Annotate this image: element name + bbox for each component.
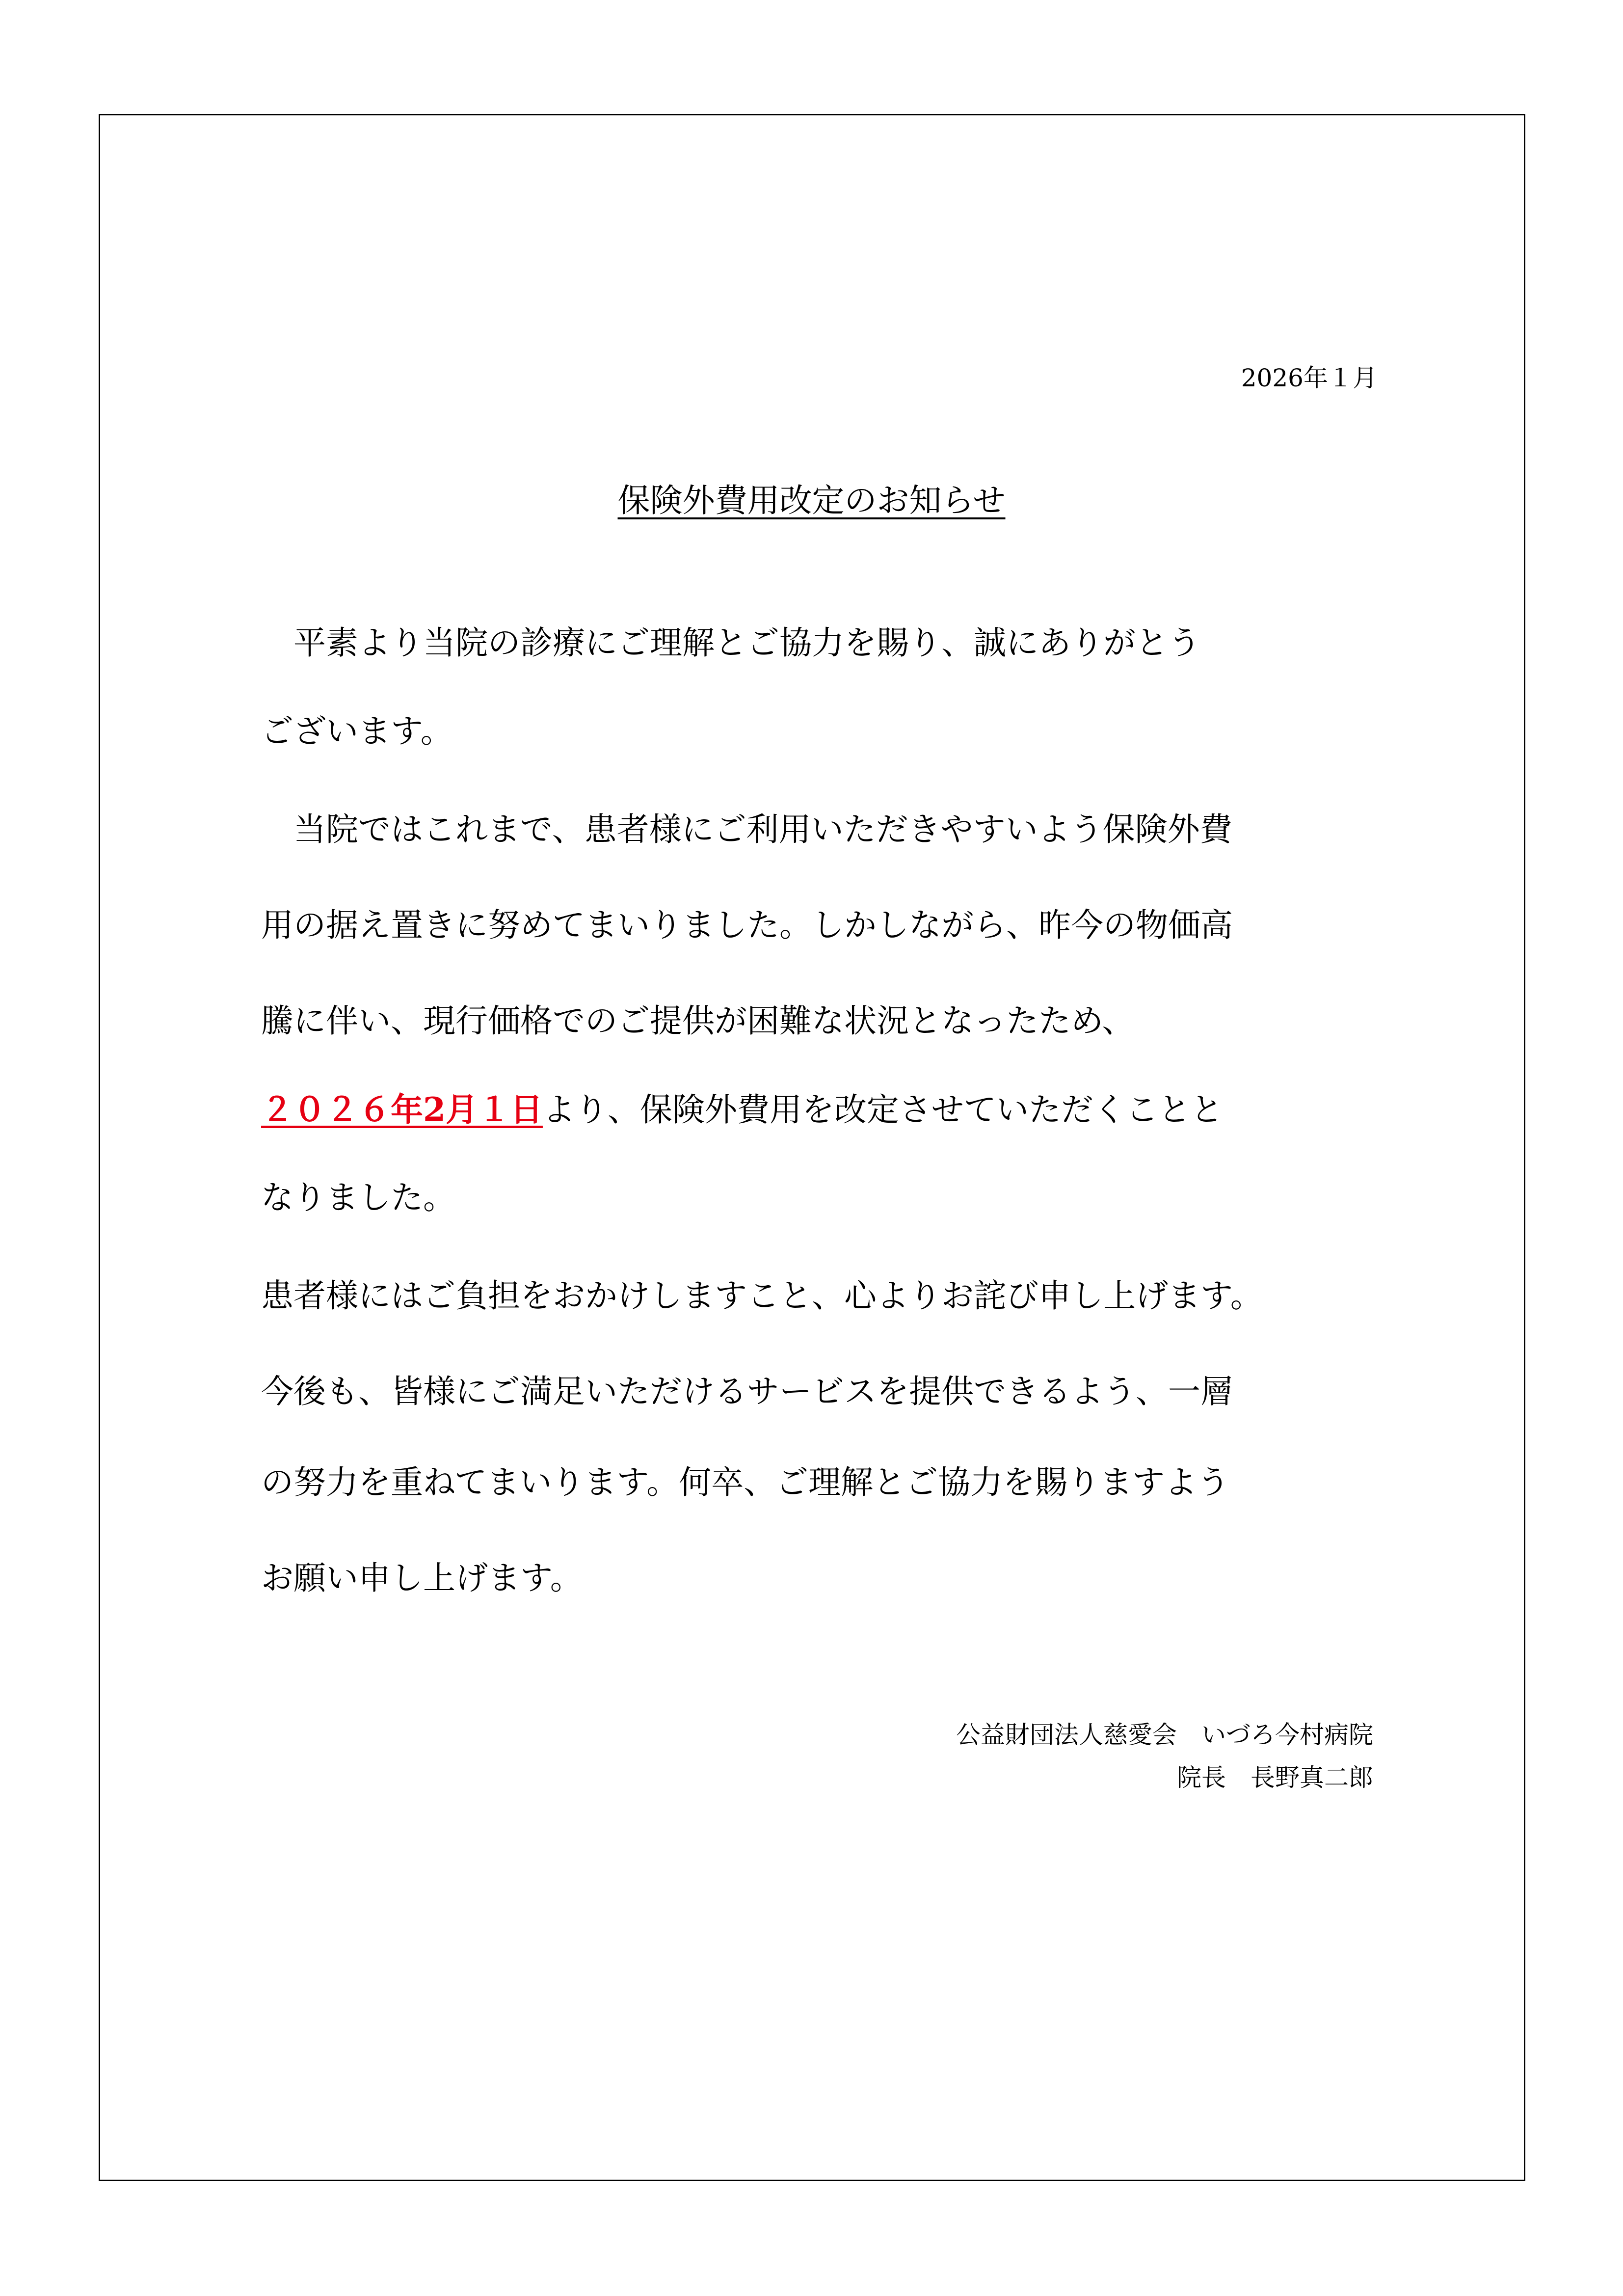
- signature-organization: 公益財団法人慈愛会 いづろ今村病院: [956, 1721, 1373, 1749]
- body-line-11: お願い申し上げます。: [261, 1559, 583, 1597]
- body-line-6: [261, 1087, 1223, 1132]
- effective-date-highlight: ２０２６年2月１日: [261, 1090, 543, 1129]
- body-line-8: 患者様にはご負担をおかけしますこと、心よりお詫び申し上げます。: [261, 1277, 1263, 1315]
- body-line-1: 平素より当院の診療にご理解とご協力を賜り、誠にありがとう: [261, 624, 1200, 662]
- notice-date: 2026年１月: [1241, 364, 1377, 392]
- title-text: 保険外費用改定のお知らせ: [617, 482, 1006, 519]
- body-line-4: 用の据え置きに努めてまいりました。しかしながら、昨今の物価高: [261, 906, 1233, 944]
- signature-director: 院長 長野真二郎: [1177, 1763, 1373, 1792]
- body-line-7: なりました。: [261, 1179, 455, 1216]
- body-line-2: ございます。: [261, 712, 453, 750]
- body-line-3: 当院ではこれまで、患者様にご利用いただきやすいよう保険外費: [261, 810, 1232, 848]
- page-title: [0, 479, 1623, 523]
- body-line-6-rest: より、保険外費用を改定させていただくことと: [542, 1091, 1223, 1129]
- body-line-9: 今後も、皆様にご満足いただけるサービスを提供できるよう、一層: [261, 1373, 1233, 1410]
- page-border: [99, 114, 1525, 2181]
- body-line-5: 騰に伴い、現行価格でのご提供が困難な状況となったため、: [261, 1002, 1135, 1040]
- body-line-10: の努力を重ねてまいります。何卒、ご理解とご協力を賜りますよう: [261, 1463, 1230, 1501]
